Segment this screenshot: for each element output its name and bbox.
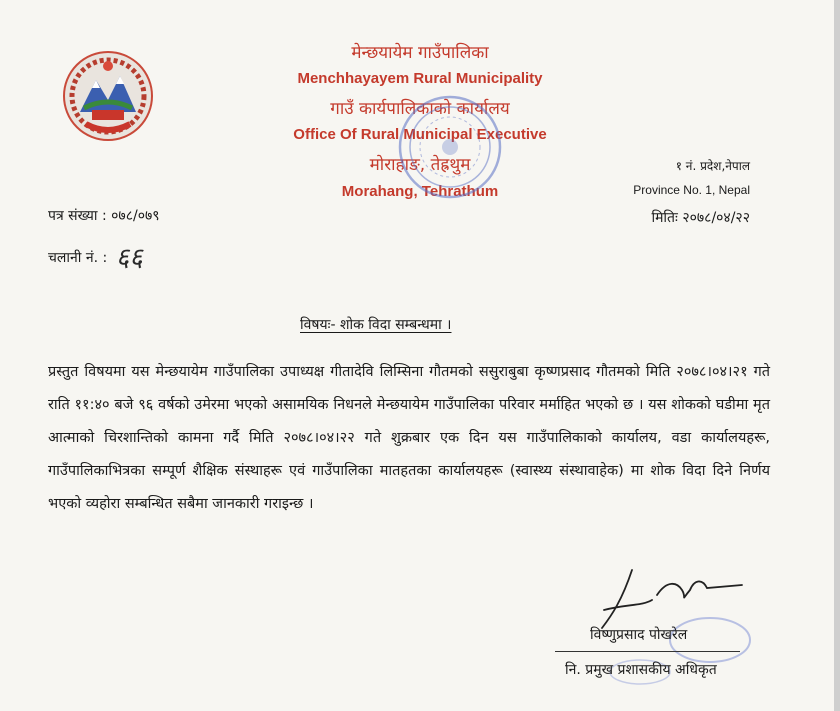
province-nepali: १ नं. प्रदेश,नेपाल [675, 159, 750, 173]
office-name-english: Office Of Rural Municipal Executive [293, 126, 547, 143]
place-nepali: मोराहाङ, तेह्रथुम [369, 155, 471, 175]
place-english: Morahang, Tehrathum [341, 183, 499, 200]
letter-number-value: ०७८/०७९ [111, 208, 160, 224]
province-english: Province No. 1, Nepal [633, 183, 750, 197]
municipality-name-english: Menchhayayem Rural Municipality [297, 70, 543, 87]
dispatch-number-value: ६६ [115, 243, 143, 273]
letter-body: प्रस्तुत विषयमा यस मेन्छयायेम गाउँपालिका उपाध्यक्ष गीतादेवि लिम्सिना गौतमको ससुराबुबा कृष्णप्रसाद गौतमको मिति २०७८।०४।२१ गते राति ११:४० बजे ९६ वर्षको उमेरमा भएको असामयिक निधनले मेन्छयायेम गाउँपालिका परिवार मर्माहित भएको छ । यस शोकको घडीमा मृत आत्माको चिरशान्तिको कामना गर्दै मिति २०७८।०४।२२ गते शुक्रबार एक दिन यस गाउँपालिकाको कार्यालय, वडा कार्यालयहरू, गाउँपालिकाभित्रका सम्पूर्ण शैक्षिक संस्थाहरू एवं गाउँपालिका मातहतका कार्यालयहरू (स्वास्थ्य संस्थावाहेक) मा शोक विदा दिने निर्णय भएको व्यहोरा सम्बन्धित सबैमा जानकारी गराइन्छ । [48, 364, 770, 512]
letter-number [48, 206, 160, 225]
municipality-name-nepali: मेन्छयायेम गाउँपालिका [351, 43, 489, 63]
signature-line [555, 651, 740, 652]
signatory-title: नि. प्रमुख प्रशासकीय अधिकृत [565, 662, 717, 678]
dispatch-number-label: चलानी नं. : [48, 250, 108, 266]
office-name-nepali: गाउँ कार्यपालिकाको कार्यालय [330, 99, 510, 119]
dispatch-number [48, 238, 143, 274]
subject-line [300, 315, 451, 334]
letter-date: मितिः २०७८/०४/२२ [651, 210, 750, 226]
nepal-emblem-icon [62, 50, 154, 142]
letter-number-label: पत्र संख्या : [48, 208, 107, 224]
subject-text: विषयः- शोक विदा सम्बन्धमा । [300, 317, 452, 333]
office-stamp-icon [395, 92, 505, 202]
page-edge [834, 0, 840, 711]
signatory-name: विष्णुप्रसाद पोखरेल [590, 627, 688, 643]
